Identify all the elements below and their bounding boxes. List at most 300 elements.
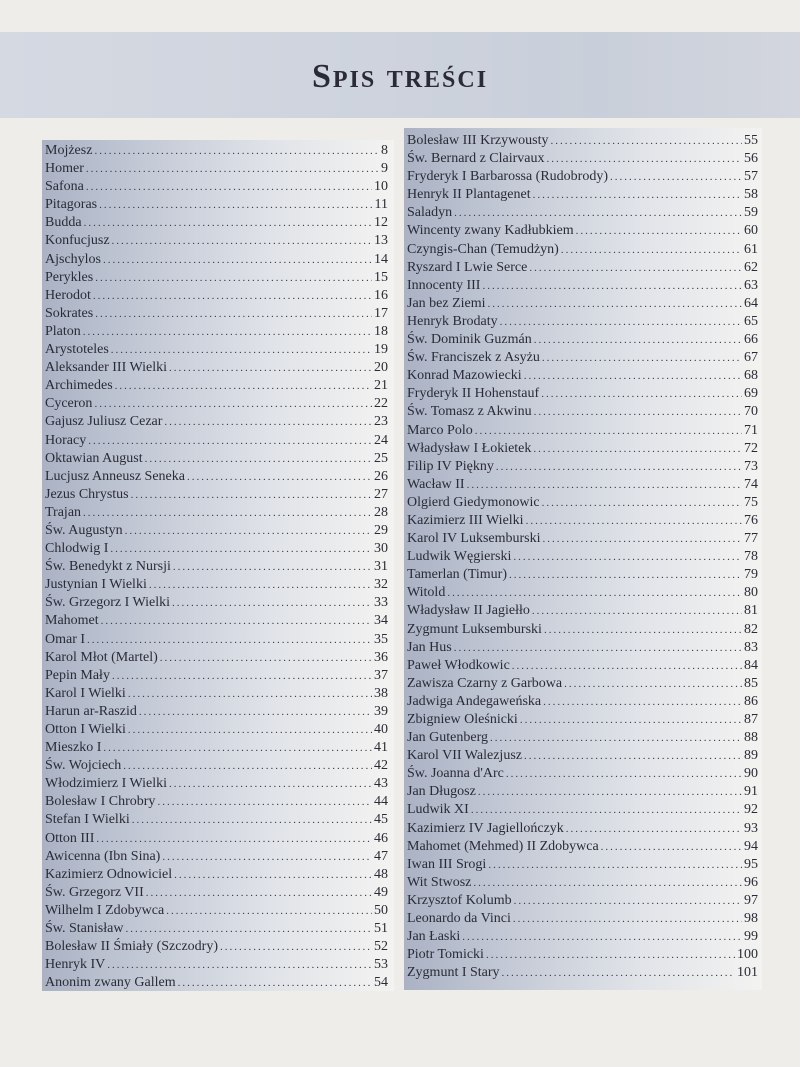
toc-entry-page: 20: [374, 360, 388, 376]
toc-entry[interactable]: [42, 866, 394, 884]
toc-entry[interactable]: [404, 295, 762, 313]
toc-entry-name: Aleksander III Wielki: [45, 360, 168, 376]
toc-entry[interactable]: [42, 739, 394, 757]
toc-entry-name: Anonim zwany Gallem: [45, 975, 176, 991]
toc-entry-page: 49: [374, 884, 388, 900]
toc-entry[interactable]: [404, 204, 762, 222]
toc-entry-name: Piotr Tomicki: [407, 947, 484, 963]
dot-leader: [513, 548, 742, 566]
dot-leader: [500, 313, 742, 331]
toc-entry[interactable]: [404, 367, 762, 385]
toc-entry-page: 31: [374, 559, 388, 575]
toc-entry-name: Ryszard I Lwie Serce: [407, 259, 528, 275]
toc-entry[interactable]: [404, 874, 762, 892]
toc-entry[interactable]: [404, 729, 762, 747]
toc-entry-page: 96: [744, 874, 758, 890]
toc-entry[interactable]: [42, 196, 394, 214]
toc-entry-name: Cyceron: [45, 396, 93, 412]
toc-entry-page: 35: [374, 631, 388, 647]
toc-entry-name: Leonardo da Vinci: [407, 911, 511, 927]
toc-entry[interactable]: [42, 956, 394, 974]
dot-leader: [542, 494, 742, 512]
toc-entry-page: 48: [374, 866, 388, 882]
toc-entry-page: 21: [374, 378, 388, 394]
toc-entry[interactable]: [42, 178, 394, 196]
toc-entry[interactable]: [42, 757, 394, 775]
toc-entry[interactable]: [404, 621, 762, 639]
toc-entry-page: 28: [374, 504, 388, 520]
toc-entry-page: 64: [744, 295, 758, 311]
toc-entry[interactable]: [42, 920, 394, 938]
toc-entry[interactable]: [42, 486, 394, 504]
toc-entry-page: 15: [374, 269, 388, 285]
toc-entry-page: 46: [374, 830, 388, 846]
toc-entry-page: 65: [744, 313, 758, 329]
toc-entry[interactable]: [404, 349, 762, 367]
dot-leader: [551, 132, 742, 150]
toc-entry-name: Zygmunt Luksemburski: [407, 621, 542, 637]
toc-entry[interactable]: [42, 830, 394, 848]
toc-entry[interactable]: [404, 259, 762, 277]
toc-entry-name: Św. Benedykt z Nursji: [45, 559, 171, 575]
toc-entry[interactable]: [404, 801, 762, 819]
toc-entry-name: Mahomet: [45, 613, 99, 629]
toc-entry[interactable]: [42, 341, 394, 359]
dot-leader: [566, 820, 742, 838]
toc-entry-name: Horacy: [45, 432, 87, 448]
toc-entry-page: 51: [374, 921, 388, 937]
toc-entry[interactable]: [404, 168, 762, 186]
toc-entry-page: 8: [381, 143, 388, 158]
toc-entry[interactable]: [42, 214, 394, 232]
toc-entry-page: 18: [374, 323, 388, 339]
toc-entry-name: Stefan I Wielki: [45, 812, 130, 828]
toc-entry-page: 61: [744, 241, 758, 257]
toc-entry-name: Karol VII Walezjusz: [407, 748, 522, 764]
toc-entry[interactable]: [404, 765, 762, 783]
dot-leader: [543, 530, 743, 548]
dot-leader: [95, 305, 372, 323]
toc-entry-page: 76: [744, 512, 758, 528]
toc-entry[interactable]: [404, 747, 762, 765]
dot-leader: [88, 432, 372, 450]
dot-leader: [96, 830, 372, 848]
dot-leader: [462, 928, 742, 946]
toc-entry[interactable]: [404, 838, 762, 856]
dot-leader: [128, 685, 372, 703]
toc-entry-page: 58: [744, 187, 758, 203]
toc-entry-page: 36: [374, 649, 388, 665]
toc-entry-name: Zygmunt I Stary: [407, 965, 500, 981]
dot-leader: [509, 566, 742, 584]
toc-entry-page: 53: [374, 957, 388, 973]
toc-entry[interactable]: [42, 142, 394, 160]
toc-entry-name: Chlodwig I: [45, 541, 109, 557]
toc-entry-name: Św. Stanisław: [45, 921, 124, 937]
toc-entry[interactable]: [42, 721, 394, 739]
dot-leader: [112, 232, 372, 250]
toc-entry[interactable]: [42, 558, 394, 576]
toc-entry-page: 47: [374, 848, 388, 864]
toc-entry-name: Karol I Wielki: [45, 685, 126, 701]
toc-entry-page: 79: [744, 567, 758, 583]
dot-leader: [174, 866, 372, 884]
dot-leader: [502, 964, 735, 982]
toc-entry[interactable]: [42, 305, 394, 323]
toc-entry-page: 97: [744, 892, 758, 908]
toc-entry-page: 26: [374, 468, 388, 484]
dot-leader: [95, 269, 372, 287]
toc-entry-page: 63: [744, 277, 758, 293]
toc-entry-page: 42: [374, 758, 388, 774]
toc-entry-page: 11: [374, 197, 388, 213]
dot-leader: [471, 801, 742, 819]
toc-entry-page: 10: [374, 179, 388, 195]
toc-entry[interactable]: [404, 584, 762, 602]
toc-entry-page: 73: [744, 458, 758, 474]
toc-entry-name: Homer: [45, 161, 84, 177]
dot-leader: [101, 612, 372, 630]
toc-entry-name: Fryderyk II Hohenstauf: [407, 386, 540, 402]
toc-entry[interactable]: [42, 612, 394, 630]
toc-entry-page: 62: [744, 259, 758, 275]
dot-leader: [103, 739, 372, 757]
dot-leader: [496, 458, 742, 476]
toc-entry[interactable]: [404, 530, 762, 548]
toc-entry[interactable]: [42, 848, 394, 866]
toc-entry-page: 43: [374, 776, 388, 792]
toc-entry[interactable]: [42, 359, 394, 377]
toc-entry-name: Gajusz Juliusz Cezar: [45, 414, 163, 430]
toc-entry-name: Olgierd Giedymonowic: [407, 494, 540, 510]
dot-leader: [564, 675, 742, 693]
toc-entry-page: 83: [744, 639, 758, 655]
toc-entry-page: 67: [744, 350, 758, 366]
dot-leader: [157, 793, 372, 811]
toc-entry-name: Filip IV Piękny: [407, 458, 494, 474]
toc-entry-page: 32: [374, 577, 388, 593]
toc-entry-name: Lucjusz Anneusz Seneka: [45, 468, 185, 484]
toc-entry[interactable]: [42, 251, 394, 269]
page-title: Spis treści: [311, 58, 489, 95]
toc-entry-name: Bolesław II Śmiały (Szczodry): [45, 939, 219, 955]
toc-entry[interactable]: [404, 856, 762, 874]
toc-entry-name: Zbigniew Oleśnicki: [407, 712, 518, 727]
toc-entry[interactable]: [42, 811, 394, 829]
dot-leader: [488, 295, 742, 313]
toc-entry[interactable]: [42, 667, 394, 685]
toc-entry-name: Archimedes: [45, 378, 113, 394]
dot-leader: [112, 667, 372, 685]
dot-leader: [533, 440, 742, 458]
toc-entry[interactable]: [404, 458, 762, 476]
toc-entry[interactable]: [42, 160, 394, 178]
toc-entry[interactable]: [42, 432, 394, 450]
toc-entry[interactable]: [404, 186, 762, 204]
toc-entry[interactable]: [404, 222, 762, 240]
toc-entry-name: Jan Długosz: [407, 784, 476, 800]
toc-entry-name: Czyngis-Chan (Temudżyn): [407, 241, 559, 257]
toc-entry[interactable]: [404, 783, 762, 801]
toc-entry-name: Budda: [45, 215, 82, 231]
toc-entry-page: 84: [744, 657, 758, 673]
toc-entry-page: 95: [744, 856, 758, 872]
toc-entry-page: 54: [374, 975, 388, 991]
toc-entry[interactable]: [42, 450, 394, 468]
toc-entry-page: 40: [374, 722, 388, 737]
toc-entry[interactable]: [42, 395, 394, 413]
toc-entry-page: 81: [744, 603, 758, 619]
dot-leader: [111, 341, 372, 359]
toc-entry-name: Jezus Chrystus: [45, 486, 129, 502]
toc-entry[interactable]: [404, 675, 762, 693]
dot-leader: [533, 186, 742, 204]
toc-entry-name: Wacław II: [407, 476, 465, 492]
dot-leader: [524, 747, 742, 765]
toc-entry[interactable]: [404, 385, 762, 403]
toc-entry[interactable]: [42, 522, 394, 540]
dot-leader: [93, 287, 372, 305]
toc-entry-page: 52: [374, 939, 388, 955]
toc-entry[interactable]: [404, 711, 762, 729]
dot-leader: [544, 621, 742, 639]
dot-leader: [169, 359, 372, 377]
toc-entry-page: 87: [744, 712, 758, 727]
toc-entry-page: 9: [381, 161, 388, 177]
dot-leader: [467, 476, 742, 494]
dot-leader: [162, 848, 372, 866]
toc-entry-name: Konfucjusz: [45, 233, 110, 249]
toc-entry-name: Wit Stwosz: [407, 874, 472, 890]
toc-entry-name: Mojżesz: [45, 143, 93, 158]
toc-entry[interactable]: [404, 892, 762, 910]
dot-leader: [83, 323, 372, 341]
toc-entry-name: Henryk II Plantagenet: [407, 187, 531, 203]
toc-entry-page: 30: [374, 541, 388, 557]
dot-leader: [506, 765, 742, 783]
dot-leader: [115, 377, 372, 395]
toc-entry-page: 98: [744, 911, 758, 927]
toc-entry-page: 56: [744, 151, 758, 167]
toc-entry[interactable]: [42, 576, 394, 594]
toc-entry-name: Bolesław III Krzywousty: [407, 133, 549, 148]
toc-entry[interactable]: [42, 323, 394, 341]
toc-entry[interactable]: [404, 820, 762, 838]
toc-entry[interactable]: [42, 902, 394, 920]
dot-leader: [454, 639, 742, 657]
toc-entry[interactable]: [404, 693, 762, 711]
toc-entry-page: 59: [744, 205, 758, 221]
dot-leader: [478, 783, 742, 801]
toc-entry-page: 14: [374, 251, 388, 267]
toc-entry-page: 17: [374, 305, 388, 321]
toc-entry[interactable]: [42, 269, 394, 287]
dot-leader: [94, 142, 379, 160]
toc-entry-name: Sokrates: [45, 305, 94, 321]
toc-entry-name: Herodot: [45, 287, 91, 303]
toc-entry-page: 44: [374, 794, 388, 810]
toc-entry[interactable]: [404, 566, 762, 584]
toc-entry[interactable]: [42, 685, 394, 703]
toc-entry[interactable]: [404, 910, 762, 928]
dot-leader: [526, 512, 742, 530]
toc-entry-page: 45: [374, 812, 388, 828]
toc-entry-name: Jan Gutenberg: [407, 730, 488, 746]
dot-leader: [541, 385, 742, 403]
toc-entry-name: Św. Dominik Guzmán: [407, 332, 532, 348]
toc-entry[interactable]: [42, 793, 394, 811]
dot-leader: [187, 468, 372, 486]
toc-entry[interactable]: [42, 504, 394, 522]
toc-entry[interactable]: [42, 974, 394, 992]
toc-entry-name: Św. Grzegorz I Wielki: [45, 595, 171, 611]
toc-entry-name: Henryk Brodaty: [407, 313, 498, 329]
toc-entry[interactable]: [404, 476, 762, 494]
toc-entry-name: Marco Polo: [407, 422, 473, 438]
toc-entry-page: 68: [744, 368, 758, 384]
dot-leader: [534, 331, 742, 349]
dot-leader: [107, 956, 372, 974]
dot-leader: [454, 204, 742, 222]
dot-leader: [166, 902, 372, 920]
dot-leader: [475, 422, 742, 440]
dot-leader: [486, 946, 735, 964]
toc-entry-name: Ludwik XI: [407, 802, 469, 818]
toc-entry-name: Justynian I Wielki: [45, 577, 147, 593]
toc-entry-page: 57: [744, 169, 758, 185]
dot-leader: [178, 974, 372, 992]
dot-leader: [482, 277, 742, 295]
toc-entry[interactable]: [42, 377, 394, 395]
toc-entry[interactable]: [42, 631, 394, 649]
toc-entry-name: Otton I Wielki: [45, 722, 126, 737]
toc-entry[interactable]: [404, 313, 762, 331]
toc-entry[interactable]: [42, 775, 394, 793]
toc-entry[interactable]: [42, 232, 394, 250]
toc-entry-name: Władysław II Jagiełło: [407, 603, 530, 619]
toc-entry-page: 25: [374, 450, 388, 466]
dot-leader: [125, 522, 372, 540]
toc-entry-name: Mieszko I: [45, 740, 102, 756]
toc-entry[interactable]: [404, 150, 762, 168]
dot-leader: [532, 602, 742, 620]
toc-entry-name: Perykles: [45, 269, 94, 285]
dot-leader: [160, 649, 372, 667]
toc-entry-name: Św. Augustyn: [45, 522, 123, 538]
toc-entry-page: 74: [744, 476, 758, 492]
dot-leader: [169, 775, 372, 793]
toc-entry[interactable]: [404, 512, 762, 530]
toc-entry[interactable]: [404, 403, 762, 421]
toc-entry-page: 80: [744, 585, 758, 601]
toc-entry-name: Iwan III Srogi: [407, 856, 487, 872]
toc-entry-name: Św. Wojciech: [45, 758, 122, 774]
toc-entry-page: 93: [744, 820, 758, 836]
toc-entry[interactable]: [404, 639, 762, 657]
toc-entry[interactable]: [42, 468, 394, 486]
toc-entry[interactable]: [404, 494, 762, 512]
toc-entry-name: Tamerlan (Timur): [407, 567, 507, 583]
dot-leader: [542, 349, 742, 367]
toc-entry[interactable]: [404, 657, 762, 675]
toc-entry-name: Św. Joanna d'Arc: [407, 766, 504, 782]
toc-entry-name: Kazimierz III Wielki: [407, 512, 524, 528]
toc-entry-page: 13: [374, 233, 388, 249]
toc-entry[interactable]: [42, 540, 394, 558]
toc-entry-page: 72: [744, 440, 758, 456]
toc-entry-page: 75: [744, 494, 758, 510]
toc-entry-page: 82: [744, 621, 758, 637]
toc-entry-page: 12: [374, 215, 388, 231]
toc-entry-page: 92: [744, 802, 758, 818]
dot-leader: [220, 938, 372, 956]
toc-entry[interactable]: [404, 132, 762, 150]
toc-entry[interactable]: [404, 964, 762, 982]
toc-entry-name: Pepin Mały: [45, 667, 110, 683]
dot-leader: [86, 178, 372, 196]
toc-entry-name: Św. Bernard z Clairvaux: [407, 151, 545, 167]
toc-entry-page: 69: [744, 386, 758, 402]
toc-entry[interactable]: [42, 649, 394, 667]
toc-entry[interactable]: [404, 602, 762, 620]
toc-entry-page: 90: [744, 766, 758, 782]
toc-entry[interactable]: [404, 422, 762, 440]
toc-entry[interactable]: [404, 331, 762, 349]
toc-entry-name: Saladyn: [407, 205, 453, 221]
dot-leader: [529, 259, 742, 277]
toc-entry-name: Platon: [45, 323, 81, 339]
dot-leader: [601, 838, 742, 856]
toc-entry[interactable]: [42, 287, 394, 305]
dot-leader: [146, 884, 372, 902]
dot-leader: [164, 413, 372, 431]
dot-leader: [520, 711, 742, 729]
toc-entry-name: Jadwiga Andegaweńska: [407, 693, 542, 709]
toc-entry[interactable]: [42, 594, 394, 612]
toc-entry-name: Safona: [45, 179, 84, 195]
toc-entry-name: Św. Grzegorz VII: [45, 884, 144, 900]
dot-leader: [512, 657, 742, 675]
toc-entry[interactable]: [404, 946, 762, 964]
toc-entry-name: Oktawian August: [45, 450, 143, 466]
dot-leader: [145, 450, 372, 468]
toc-entry[interactable]: [404, 928, 762, 946]
toc-column-right: [404, 128, 762, 990]
toc-entry-name: Włodzimierz I Wielki: [45, 776, 168, 792]
toc-entry-name: Harun ar-Raszid: [45, 703, 137, 719]
toc-entry-page: 100: [737, 947, 758, 963]
toc-entry[interactable]: [42, 938, 394, 956]
toc-entry-name: Jan Łaski: [407, 929, 461, 945]
dot-leader: [110, 540, 372, 558]
toc-entry-page: 66: [744, 332, 758, 348]
toc-entry-name: Kazimierz Odnowiciel: [45, 866, 173, 882]
toc-entry-page: 19: [374, 342, 388, 358]
toc-entry[interactable]: [404, 277, 762, 295]
toc-entry[interactable]: [404, 440, 762, 458]
toc-entry[interactable]: [404, 241, 762, 259]
toc-entry[interactable]: [42, 884, 394, 902]
dot-leader: [543, 693, 742, 711]
toc-entry-name: Henryk IV: [45, 957, 106, 973]
toc-entry-name: Witold: [407, 585, 446, 601]
toc-entry[interactable]: [404, 548, 762, 566]
dot-leader: [447, 584, 742, 602]
toc-entry-name: Trajan: [45, 504, 82, 520]
toc-entry[interactable]: [42, 703, 394, 721]
toc-entry-page: 38: [374, 685, 388, 701]
toc-entry[interactable]: [42, 413, 394, 431]
